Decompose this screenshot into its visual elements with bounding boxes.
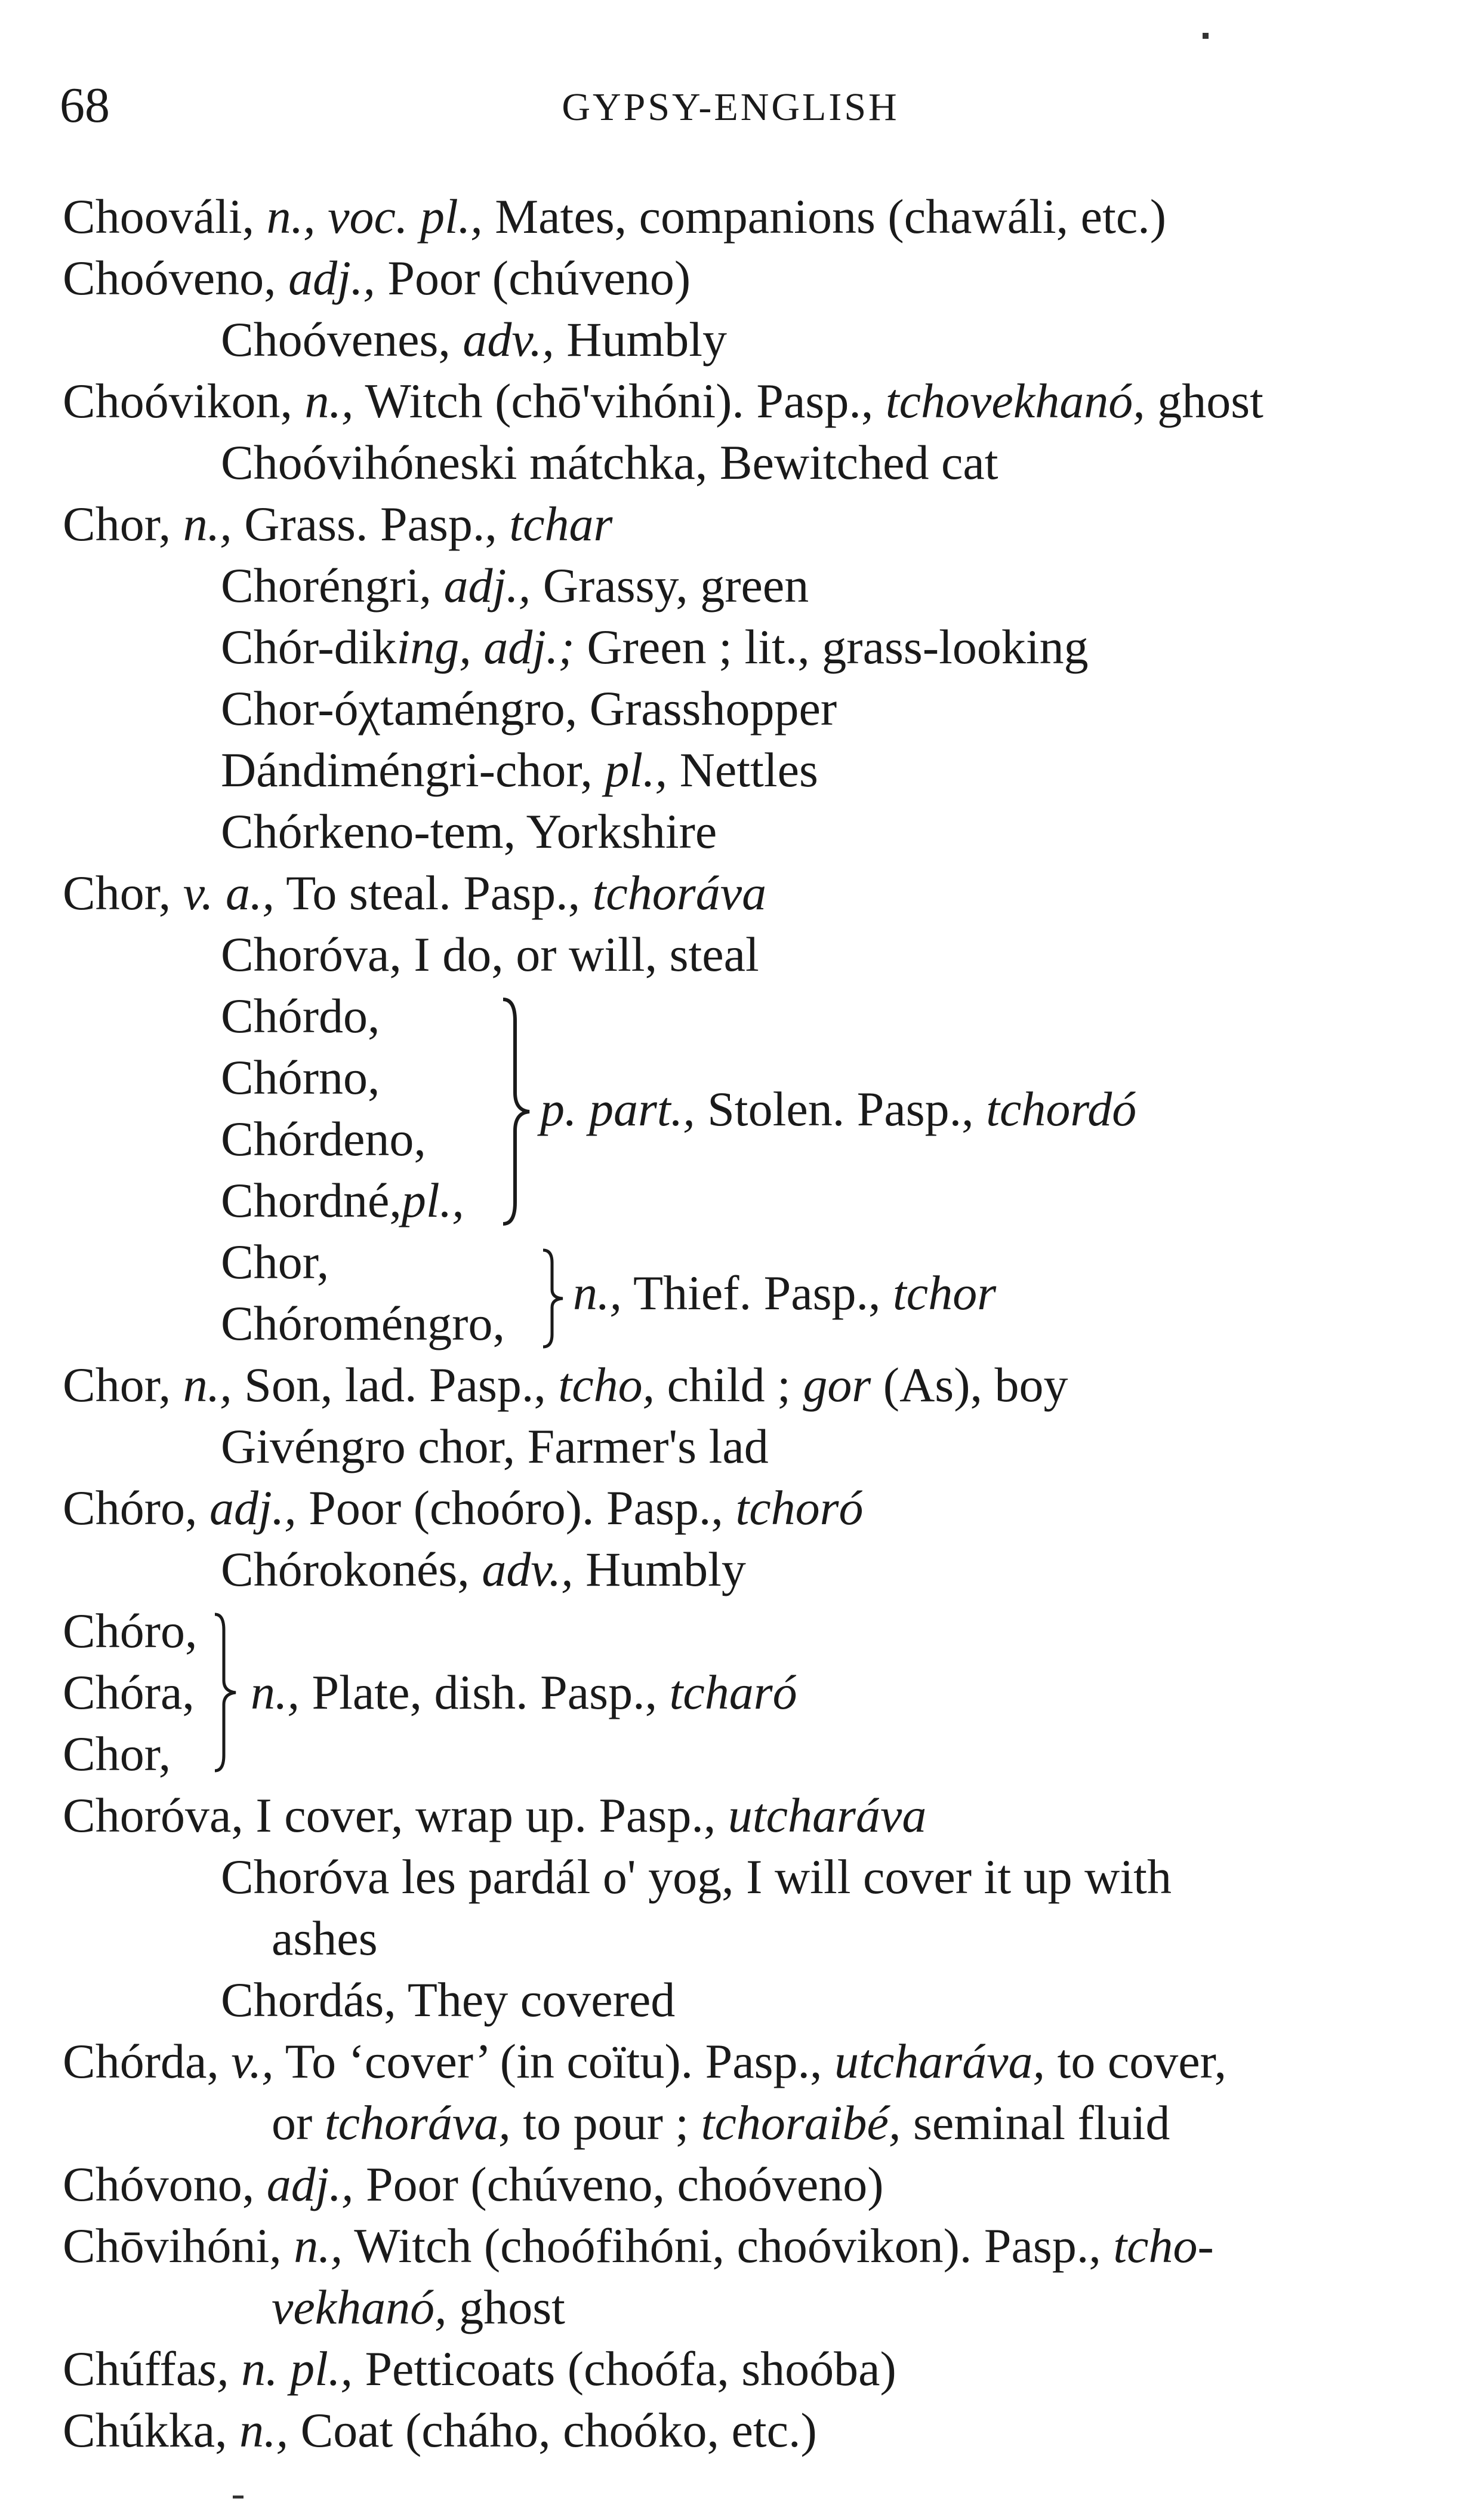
definition: Green ; lit., grass-looking	[587, 620, 1089, 674]
pasp-form: tchoráva	[592, 866, 767, 920]
definition-extra: seminal fluid	[913, 2096, 1170, 2150]
subentry-text: Chórkeno-tem, Yorkshire	[221, 804, 717, 859]
definition: Grassy, green	[543, 558, 809, 613]
grammar-label: adj.,	[266, 2157, 354, 2211]
form: Chórno,	[221, 1050, 380, 1104]
headword: Choováli,	[63, 189, 255, 244]
grammar-label: adv.,	[463, 312, 554, 367]
subentry-text: Chordás, They covered	[221, 1973, 676, 2027]
entry-chukka	[63, 2403, 817, 2457]
form: Chor,	[221, 1235, 329, 1289]
entry-chorda-cont	[272, 2096, 1170, 2150]
pasp-form: vekhanó,	[272, 2280, 447, 2334]
stolen-definition	[540, 1082, 1137, 1136]
form: Chórdeno,	[221, 1112, 426, 1166]
grammar-label: v. a.,	[183, 866, 275, 920]
subentry-chorova-les-cont	[272, 1911, 378, 1965]
headword-italic: s,	[198, 2341, 229, 2396]
form: Chórdo,	[221, 989, 380, 1043]
definition-extra: to pour ;	[523, 2096, 689, 2150]
headword: Chor,	[63, 866, 171, 920]
headword-italic: ing,	[396, 620, 471, 674]
grammar-label: pl.,	[605, 743, 668, 797]
grammar-label: n.,	[183, 1358, 232, 1412]
subentry-text: Choróva, I do, or will, steal	[221, 927, 759, 981]
definition: Witch (chō'vihóni). Pasp.,	[365, 374, 874, 428]
definition-extra: to cover,	[1057, 2034, 1227, 2088]
pasp-form: tcharó	[669, 1665, 797, 1719]
headword: Chóro,	[63, 1481, 198, 1535]
subentry-text: Choróva les pardál o' yog, I will cover it up with	[221, 1850, 1172, 1904]
subentry-chor-diking	[221, 620, 1089, 674]
definition-extra: (As), boy	[883, 1358, 1068, 1412]
definition: Poor (chúveno, choóveno)	[366, 2157, 884, 2211]
definition-extra: ghost	[459, 2280, 565, 2334]
entry-choro-poor	[63, 1481, 864, 1535]
grammar-label: v.,	[231, 2034, 274, 2088]
form: Chor,	[63, 1727, 171, 1781]
definition: Witch (choófihóni, choóvikon). Pasp.,	[354, 2219, 1101, 2273]
pasp-form: tcho,	[558, 1358, 655, 1412]
grammar-label: n., voc. pl.,	[266, 189, 483, 244]
pasp-form: gor	[803, 1358, 871, 1412]
headword: Choróva,	[63, 1788, 244, 1842]
definition: Grass. Pasp.,	[244, 497, 497, 551]
plate-form-1	[63, 1604, 198, 1658]
scan-speck	[1203, 33, 1209, 39]
thief-definition	[573, 1266, 997, 1320]
headword: Chórokonés,	[221, 1542, 470, 1596]
grammar-label: adj.,	[288, 251, 375, 305]
definition: Poor (chúveno)	[387, 251, 691, 305]
scan-speck	[233, 2496, 244, 2499]
form: Chóra,	[63, 1665, 195, 1719]
form: Chóroméngro,	[221, 1296, 505, 1350]
subentry-text: Givéngro chor, Farmer's lad	[221, 1419, 769, 1473]
definition: Plate, dish. Pasp.,	[312, 1665, 658, 1719]
grammar-label: p. part.,	[540, 1082, 695, 1136]
subentry-choovenes	[221, 312, 728, 367]
stolen-form-2	[221, 1050, 380, 1104]
headword: Chóvono,	[63, 2157, 255, 2211]
definition: Coat (cháho, choóko, etc.)	[300, 2403, 817, 2457]
subentry-givengro	[221, 1419, 769, 1473]
grammar-label: n.,	[573, 1266, 622, 1320]
pasp-form: tchor	[893, 1266, 997, 1320]
stolen-form-1	[221, 989, 380, 1043]
subentry-chorova-steal	[221, 927, 759, 981]
grammar-label: adj.,	[209, 1481, 297, 1535]
page-header	[0, 76, 1461, 142]
grammar-label: n.,	[304, 374, 354, 428]
pasp-form: utcharáva,	[834, 2034, 1046, 2088]
subentry-chor-oxtamengro	[221, 681, 837, 736]
grammar-label: pl.,	[401, 1173, 464, 1227]
pasp-form: tchar	[509, 497, 613, 551]
headword: Chórda,	[63, 2034, 219, 2088]
page-number: 68	[60, 78, 110, 133]
definition: Humbly	[566, 312, 728, 367]
headword: Choóvikon,	[63, 374, 292, 428]
subentry-chorokones	[221, 1542, 746, 1596]
pasp-form: tchoraibé,	[701, 2096, 901, 2150]
definition: Humbly	[585, 1542, 746, 1596]
subentry-chorkeno	[221, 804, 717, 859]
headword: Chor,	[63, 1358, 171, 1412]
pasp-form: utcharáva	[728, 1788, 927, 1842]
plate-form-3	[63, 1727, 171, 1781]
form: Chóro,	[63, 1604, 198, 1658]
headword: Choóveno,	[63, 251, 276, 305]
entry-chor-son	[63, 1358, 1068, 1412]
definition: Nettles	[679, 743, 818, 797]
entry-choovikon	[63, 374, 1263, 428]
definition: Poor (choóro). Pasp.,	[309, 1481, 723, 1535]
stolen-form-3	[221, 1112, 426, 1166]
grammar-label: n.,	[294, 2219, 343, 2273]
subentry-chordas	[221, 1973, 676, 2027]
headword: Chor,	[63, 497, 171, 551]
definition: Mates, companions (chawáli, etc.)	[495, 189, 1167, 244]
entry-chooveno	[63, 251, 691, 305]
headword: Chór-dik	[221, 620, 397, 674]
entry-chorova-cover	[63, 1788, 927, 1842]
definition: To ‘cover’ (in coïtu). Pasp.,	[285, 2034, 822, 2088]
entry-chorda	[63, 2034, 1227, 2088]
definition-extra: ghost	[1157, 374, 1263, 428]
pasp-form: tchordó	[986, 1082, 1137, 1136]
subentry-dandimengri	[221, 743, 818, 797]
definition-extra: or	[272, 2096, 313, 2150]
subentry-text: Choóvihóneski mátchka, Bewitched cat	[221, 435, 998, 490]
pasp-form: tchovekhanó,	[885, 374, 1145, 428]
stolen-form-4	[221, 1173, 464, 1227]
grammar-label: adj.;	[483, 620, 575, 674]
definition: Son, lad. Pasp.,	[244, 1358, 546, 1412]
definition: Petticoats (choófa, shoóba)	[365, 2341, 896, 2396]
headword: Chúkka,	[63, 2403, 227, 2457]
subentry-chorengri	[221, 558, 809, 613]
pasp-form: tchoró	[735, 1481, 864, 1535]
headword: Chúffa	[63, 2341, 198, 2396]
entry-chovihoni-cont	[272, 2280, 565, 2334]
headword: Choóvenes,	[221, 312, 451, 367]
subentry-choovihoneski	[221, 435, 998, 490]
definition: Thief. Pasp.,	[633, 1266, 881, 1320]
entry-choovali	[63, 189, 1167, 244]
definition: To steal. Pasp.,	[286, 866, 581, 920]
grammar-label: n.,	[183, 497, 232, 551]
headword: Dándiméngri-chor,	[221, 743, 593, 797]
subentry-text: Chor-óχtaméngro, Grasshopper	[221, 681, 837, 736]
grammar-label: n.,	[239, 2403, 289, 2457]
pasp-form: tchoráva,	[324, 2096, 511, 2150]
entry-chor-steal	[63, 866, 767, 920]
thief-form-2	[221, 1296, 505, 1350]
grammar-label: adj.,	[443, 558, 531, 613]
headword: Choréngri,	[221, 558, 431, 613]
definition-extra: child ;	[667, 1358, 791, 1412]
entry-chovono	[63, 2157, 884, 2211]
right-brace-thief	[540, 1248, 567, 1349]
thief-form-1	[221, 1235, 329, 1289]
grammar-label: adv.,	[482, 1542, 574, 1596]
grammar-label: n.,	[251, 1665, 300, 1719]
plate-definition	[251, 1665, 797, 1719]
form: Chordné,	[221, 1173, 402, 1227]
plate-form-2	[63, 1665, 195, 1719]
entry-chor-grass	[63, 497, 613, 551]
right-brace-stolen	[498, 997, 540, 1227]
grammar-label: n. pl.,	[241, 2341, 353, 2396]
subentry-chorova-les	[221, 1850, 1172, 1904]
headword: Chōvihóni,	[63, 2219, 282, 2273]
definition: Stolen. Pasp.,	[707, 1082, 974, 1136]
pasp-form: tcho-	[1113, 2219, 1214, 2273]
right-brace-plate	[212, 1612, 242, 1773]
definition: I cover, wrap up. Pasp.,	[255, 1788, 716, 1842]
entry-chovihoni	[63, 2219, 1214, 2273]
subentry-continuation: ashes	[272, 1911, 378, 1965]
entry-chuffas	[63, 2341, 896, 2396]
running-head: GYPSY-ENGLISH	[562, 85, 899, 129]
